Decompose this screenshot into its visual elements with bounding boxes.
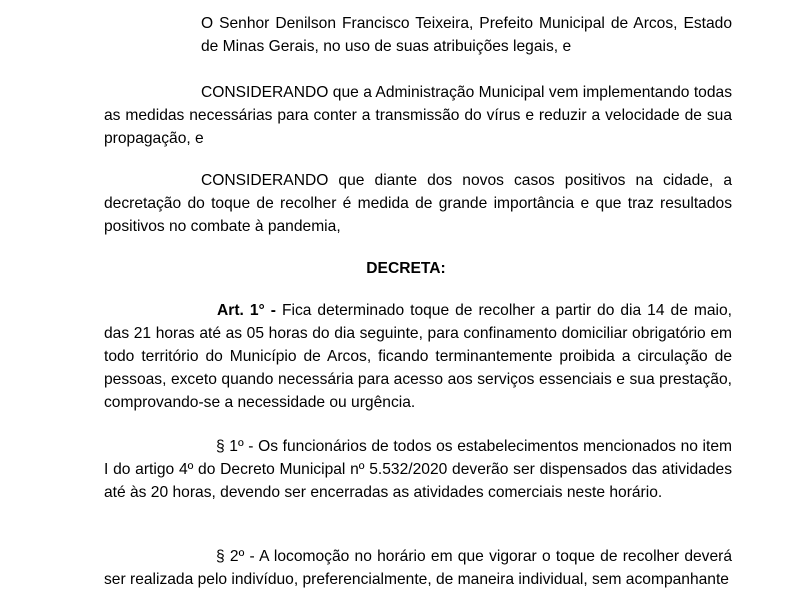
paragraph-2-section: § 2º - A locomoção no horário em que vigorar o toque de recolher deverá ser realizada pelo indivíduo, preferencialmente, de maneira individual, sem acompanhante [104,548,732,588]
article-1-text: Fica determinado toque de recolher a partir do dia 14 de maio, das 21 horas até as 05 horas do dia seguinte, para confinamento domiciliar obrigatório em todo território do Município de Arcos, ficando terminantemente proibida a circulação de pessoas, exceto quando necessária para acesso aos serviços essenciais e sua prestação, comprovando-se a necessidade ou urgência. [104,302,732,411]
article-1-label: Art. 1° - [217,302,276,319]
paragraph-1-section: § 1º - Os funcionários de todos os estabelecimentos mencionados no item I do artigo 4º do Decreto Municipal nº 5.532/2020 deverão ser dispensados das atividades até às 20 horas, devendo ser encerradas as atividades comerciais neste horário. [104,438,732,501]
decreta-heading: DECRETA: [366,260,446,277]
article-1-paragraph [104,299,732,414]
considerando-paragraph-2: CONSIDERANDO que diante dos novos casos positivos na cidade, a decretação do toque de recolher é medida de grande importância e que traz resultados positivos no combate à pandemia, [104,172,732,235]
considerando-paragraph-1: CONSIDERANDO que a Administração Municipal vem implementando todas as medidas necessárias para conter a transmissão do vírus e reduzir a velocidade de sua propagação, e [104,84,732,147]
intro-paragraph: O Senhor Denilson Francisco Teixeira, Prefeito Municipal de Arcos, Estado de Minas Gerais, no uso de suas atribuições legais, e [201,15,732,55]
